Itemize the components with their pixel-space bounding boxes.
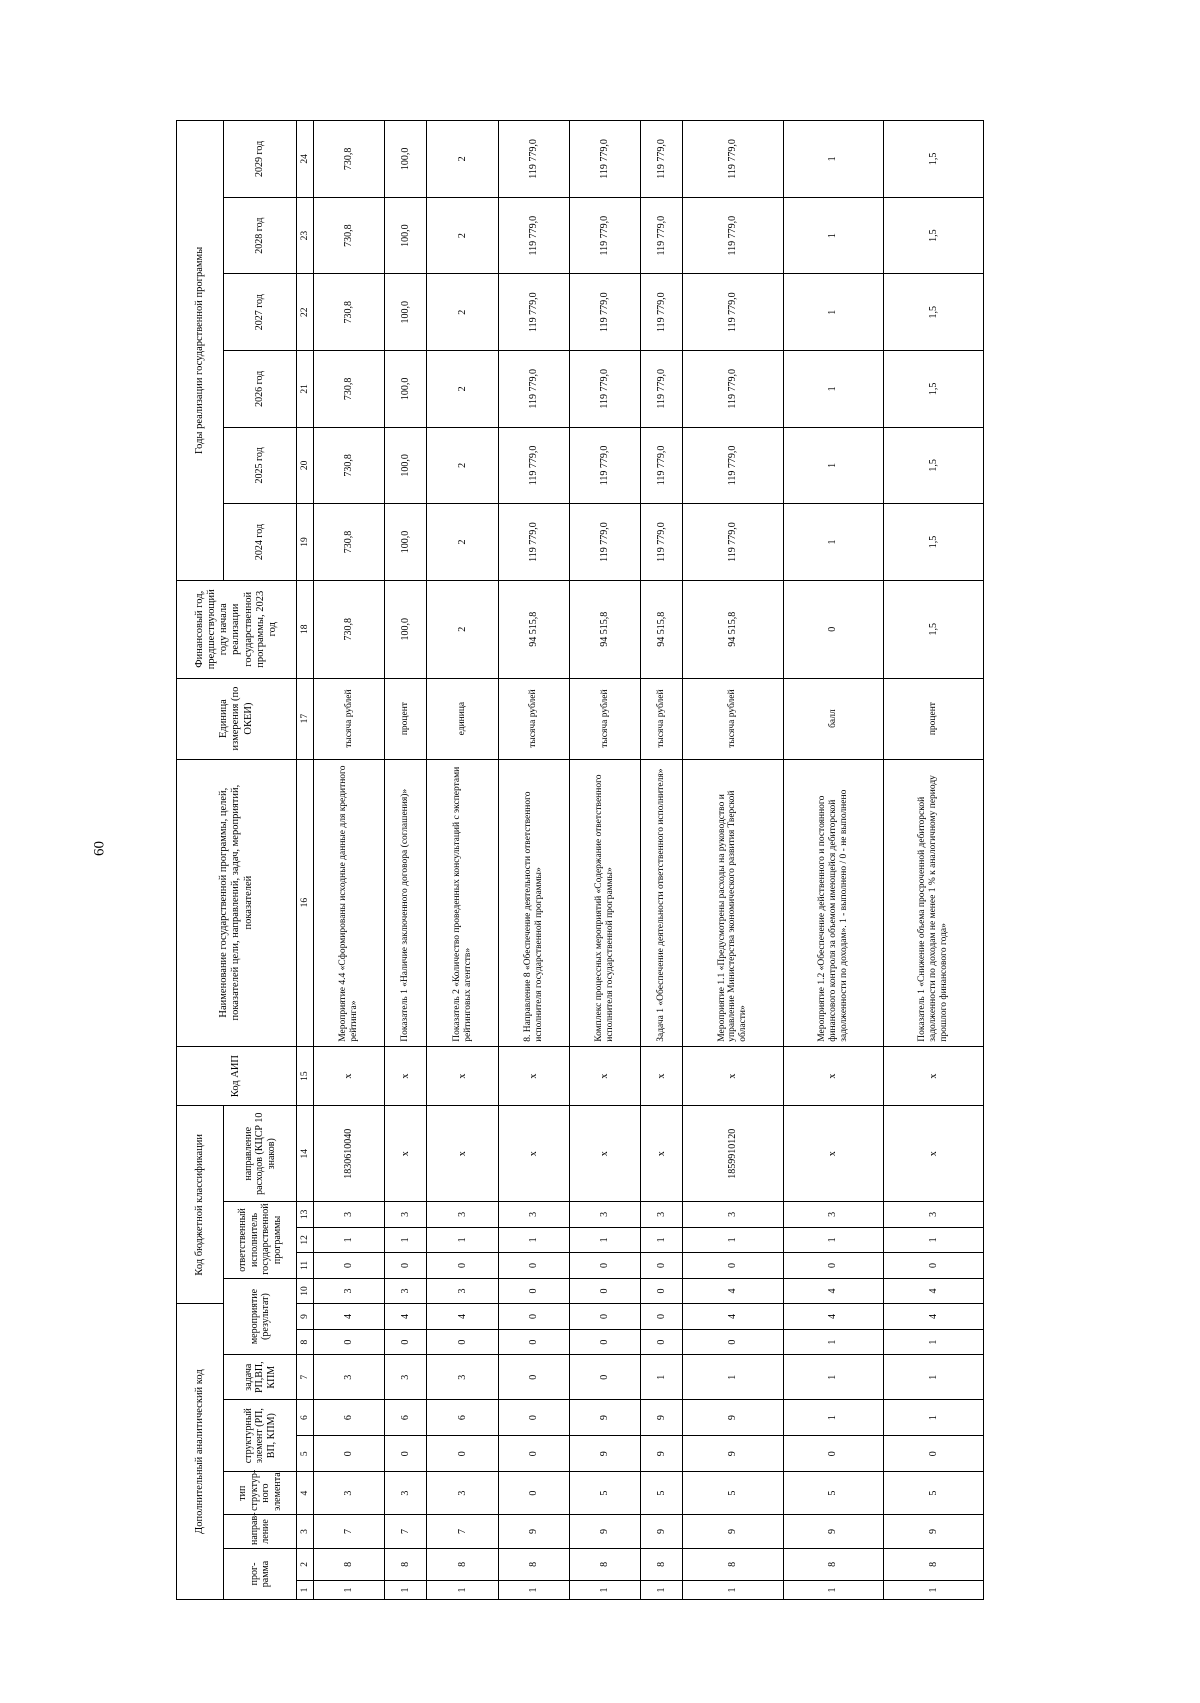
year-value-cell: 1,5: [883, 274, 983, 351]
code-cell: 0: [569, 1253, 640, 1279]
code-cell: 0: [641, 1329, 683, 1355]
aip-cell: x: [569, 1046, 640, 1106]
code-cell: 1: [883, 1400, 983, 1436]
code-cell: 0: [569, 1329, 640, 1355]
year-value-cell: 730,8: [314, 351, 385, 428]
header-expense-direction: направление расходов (КЦСР 10 знаков): [224, 1106, 297, 1202]
year-value-cell: 119 779,0: [569, 427, 640, 504]
code-cell: 1: [427, 1580, 498, 1599]
code-cell: 7: [385, 1514, 427, 1548]
unit-cell: тысяча рублей: [641, 678, 683, 759]
code-cell: 4: [883, 1304, 983, 1330]
year-value-cell: 100,0: [385, 121, 427, 198]
year-value-cell: 1: [783, 504, 883, 581]
header-activity: мероприятие (результат): [224, 1278, 297, 1355]
header-unit: Единица измерения (по ОКЕИ): [177, 678, 297, 759]
code-cell: 0: [883, 1253, 983, 1279]
year-value-cell: 119 779,0: [498, 351, 569, 428]
code-cell: 8: [641, 1548, 683, 1580]
column-number: 24: [297, 121, 314, 198]
code-cell: 0: [385, 1436, 427, 1472]
base-year-cell: 94 515,8: [641, 580, 683, 678]
year-value-cell: 730,8: [314, 121, 385, 198]
column-number: 13: [297, 1202, 314, 1228]
table-body: [314, 121, 984, 1600]
base-year-cell: 100,0: [385, 580, 427, 678]
column-number: 1: [297, 1580, 314, 1599]
code-cell: 6: [427, 1400, 498, 1436]
column-number: 16: [297, 759, 314, 1046]
code-cell: 0: [385, 1329, 427, 1355]
page-number: 60: [91, 841, 108, 856]
code-cell: 0: [498, 1436, 569, 1472]
base-year-cell: 94 515,8: [683, 580, 783, 678]
column-number: 11: [297, 1253, 314, 1279]
code-cell: 0: [783, 1436, 883, 1472]
year-value-cell: 730,8: [314, 274, 385, 351]
column-number: 15: [297, 1046, 314, 1106]
header-budget-code: Код бюджетной классификации: [177, 1106, 224, 1304]
year-value-cell: 119 779,0: [641, 274, 683, 351]
code-cell: 1: [641, 1580, 683, 1599]
year-value-cell: 119 779,0: [641, 427, 683, 504]
code-cell: 3: [314, 1472, 385, 1515]
code-cell: 1: [641, 1227, 683, 1253]
code-cell: 4: [783, 1278, 883, 1304]
aip-cell: x: [883, 1046, 983, 1106]
code-cell: 1: [683, 1580, 783, 1599]
table-row: [783, 121, 883, 1600]
year-value-cell: 2: [427, 121, 498, 198]
code-cell: 8: [883, 1548, 983, 1580]
code-cell: 9: [783, 1514, 883, 1548]
code-cell: 4: [314, 1304, 385, 1330]
year-value-cell: 1: [783, 121, 883, 198]
expense-direction-cell: x: [427, 1106, 498, 1202]
code-cell: 0: [683, 1253, 783, 1279]
name-cell: Мероприятие 4.4 «Сформированы исходные данные для кредитного рейтинга»: [314, 759, 385, 1046]
code-cell: 0: [641, 1253, 683, 1279]
header-base-year: Финансовый год, предшествующий году начала реализации государственной программы, 2023 год: [177, 580, 297, 678]
year-value-cell: 119 779,0: [641, 197, 683, 274]
column-number: 21: [297, 351, 314, 428]
code-cell: 1: [783, 1329, 883, 1355]
code-cell: 7: [427, 1514, 498, 1548]
header-year-2026: 2026 год: [224, 351, 297, 428]
code-cell: 9: [569, 1400, 640, 1436]
column-number: 2: [297, 1548, 314, 1580]
code-cell: 0: [498, 1400, 569, 1436]
unit-cell: тысяча рублей: [314, 678, 385, 759]
year-value-cell: 2: [427, 351, 498, 428]
code-cell: 3: [427, 1355, 498, 1400]
table-row: [883, 121, 983, 1600]
code-cell: 1: [783, 1227, 883, 1253]
year-value-cell: 1,5: [883, 427, 983, 504]
year-value-cell: 100,0: [385, 197, 427, 274]
year-value-cell: 1: [783, 427, 883, 504]
year-value-cell: 1,5: [883, 197, 983, 274]
year-value-cell: 119 779,0: [683, 121, 783, 198]
name-cell: Мероприятие 1.2 «Обеспечение действенного и постоянного финансового контроля за объемом имеющейся дебиторской задолженности по доходам». 1 - выполнено / 0 - не выполнено: [783, 759, 883, 1046]
column-number: 23: [297, 197, 314, 274]
code-cell: 5: [883, 1472, 983, 1515]
year-value-cell: 119 779,0: [498, 197, 569, 274]
expense-direction-cell: x: [385, 1106, 427, 1202]
name-cell: Мероприятие 1.1 «Предусмотрены расходы на руководство и управление Министерства экономического развития Тверской области»: [683, 759, 783, 1046]
table-row: [385, 121, 427, 1600]
code-cell: 3: [569, 1202, 640, 1228]
year-value-cell: 119 779,0: [683, 197, 783, 274]
year-value-cell: 1,5: [883, 351, 983, 428]
code-cell: 6: [385, 1400, 427, 1436]
expense-direction-cell: x: [783, 1106, 883, 1202]
aip-cell: x: [498, 1046, 569, 1106]
code-cell: 3: [427, 1202, 498, 1228]
code-cell: 1: [385, 1227, 427, 1253]
code-cell: 1: [683, 1355, 783, 1400]
name-cell: Комплекс процессных мероприятий «Содержание ответственного исполнителя государственной программы»: [569, 759, 640, 1046]
year-value-cell: 100,0: [385, 351, 427, 428]
code-cell: 1: [883, 1227, 983, 1253]
code-cell: 3: [385, 1355, 427, 1400]
year-value-cell: 119 779,0: [569, 504, 640, 581]
code-cell: 0: [498, 1472, 569, 1515]
year-value-cell: 119 779,0: [569, 351, 640, 428]
code-cell: 3: [314, 1355, 385, 1400]
name-cell: 8. Направление 8 «Обеспечение деятельности ответственного исполнителя государственной программы»: [498, 759, 569, 1046]
code-cell: 7: [314, 1514, 385, 1548]
code-cell: 1: [783, 1400, 883, 1436]
code-cell: 5: [683, 1472, 783, 1515]
unit-cell: балл: [783, 678, 883, 759]
name-cell: Задача 1 «Обеспечение деятельности ответственного исполнителя»: [641, 759, 683, 1046]
code-cell: 0: [683, 1329, 783, 1355]
year-value-cell: 100,0: [385, 504, 427, 581]
header-program: прог- рамма: [224, 1548, 297, 1599]
rotated-table-wrapper: [176, 120, 949, 1600]
year-value-cell: 2: [427, 197, 498, 274]
year-value-cell: 2: [427, 504, 498, 581]
header-direction: направ- ление: [224, 1514, 297, 1548]
aip-cell: x: [783, 1046, 883, 1106]
code-cell: 1: [427, 1227, 498, 1253]
code-cell: 1: [883, 1355, 983, 1400]
code-cell: 9: [683, 1436, 783, 1472]
year-value-cell: 1: [783, 274, 883, 351]
base-year-cell: 94 515,8: [569, 580, 640, 678]
name-cell: Показатель 2 «Количество проведенных консультаций с экспертами рейтинговых агентств»: [427, 759, 498, 1046]
code-cell: 9: [569, 1436, 640, 1472]
aip-cell: x: [641, 1046, 683, 1106]
code-cell: 9: [498, 1514, 569, 1548]
year-value-cell: 100,0: [385, 274, 427, 351]
header-struct-element: структурный элемент (РП, ВП, КПМ): [224, 1400, 297, 1472]
column-number: 6: [297, 1400, 314, 1436]
code-cell: 3: [683, 1202, 783, 1228]
year-value-cell: 2: [427, 274, 498, 351]
year-value-cell: 119 779,0: [498, 274, 569, 351]
name-cell: Показатель 1 «Наличие заключенного договора (соглашения)»: [385, 759, 427, 1046]
code-cell: 9: [641, 1436, 683, 1472]
code-cell: 4: [683, 1304, 783, 1330]
code-cell: 5: [641, 1472, 683, 1515]
column-number: 18: [297, 580, 314, 678]
year-value-cell: 119 779,0: [498, 504, 569, 581]
expense-direction-cell: x: [569, 1106, 640, 1202]
year-value-cell: 1: [783, 351, 883, 428]
code-cell: 0: [783, 1253, 883, 1279]
unit-cell: тысяча рублей: [683, 678, 783, 759]
year-value-cell: 730,8: [314, 504, 385, 581]
unit-cell: тысяча рублей: [498, 678, 569, 759]
table-row: [314, 121, 385, 1600]
column-number: 22: [297, 274, 314, 351]
column-number: 14: [297, 1106, 314, 1202]
year-value-cell: 2: [427, 427, 498, 504]
year-value-cell: 119 779,0: [498, 121, 569, 198]
base-year-cell: 2: [427, 580, 498, 678]
column-number: 19: [297, 504, 314, 581]
code-cell: 9: [683, 1400, 783, 1436]
code-cell: 8: [569, 1548, 640, 1580]
code-cell: 0: [569, 1278, 640, 1304]
code-cell: 1: [883, 1580, 983, 1599]
header-year-2029: 2029 год: [224, 121, 297, 198]
year-value-cell: 119 779,0: [569, 274, 640, 351]
code-cell: 0: [314, 1329, 385, 1355]
code-cell: 0: [498, 1253, 569, 1279]
aip-cell: x: [427, 1046, 498, 1106]
code-cell: 6: [314, 1400, 385, 1436]
code-cell: 1: [569, 1580, 640, 1599]
header-years-group: Годы реализации государственной программы: [177, 121, 224, 581]
unit-cell: процент: [385, 678, 427, 759]
code-cell: 0: [427, 1253, 498, 1279]
year-value-cell: 119 779,0: [683, 351, 783, 428]
year-value-cell: 1,5: [883, 504, 983, 581]
aip-cell: x: [385, 1046, 427, 1106]
aip-cell: x: [683, 1046, 783, 1106]
code-cell: 3: [314, 1278, 385, 1304]
name-cell: Показатель 1 «Снижение объема просроченной дебиторской задолженности по доходам не менее 1 % к аналогичному периоду прошлого финансового года»: [883, 759, 983, 1046]
code-cell: 4: [783, 1304, 883, 1330]
table-row: [498, 121, 569, 1600]
code-cell: 8: [314, 1548, 385, 1580]
code-cell: 1: [314, 1580, 385, 1599]
column-number: 3: [297, 1514, 314, 1548]
code-cell: 1: [314, 1227, 385, 1253]
code-cell: 0: [427, 1436, 498, 1472]
year-value-cell: 730,8: [314, 197, 385, 274]
year-value-cell: 100,0: [385, 427, 427, 504]
code-cell: 0: [314, 1436, 385, 1472]
code-cell: 1: [883, 1329, 983, 1355]
expense-direction-cell: 1859910120: [683, 1106, 783, 1202]
expense-direction-cell: x: [883, 1106, 983, 1202]
year-value-cell: 1: [783, 197, 883, 274]
code-cell: 3: [641, 1202, 683, 1228]
header-year-2027: 2027 год: [224, 274, 297, 351]
code-cell: 8: [683, 1548, 783, 1580]
year-value-cell: 119 779,0: [641, 504, 683, 581]
code-cell: 1: [641, 1355, 683, 1400]
code-cell: 3: [498, 1202, 569, 1228]
year-value-cell: 119 779,0: [683, 274, 783, 351]
base-year-cell: 94 515,8: [498, 580, 569, 678]
year-value-cell: 119 779,0: [683, 427, 783, 504]
code-cell: 1: [783, 1580, 883, 1599]
base-year-cell: 1,5: [883, 580, 983, 678]
header-additional-code: Дополнительный аналитический код: [177, 1304, 224, 1600]
unit-cell: единица: [427, 678, 498, 759]
table-row: [683, 121, 783, 1600]
code-cell: 0: [569, 1304, 640, 1330]
code-cell: 3: [314, 1202, 385, 1228]
code-cell: 5: [783, 1472, 883, 1515]
code-cell: 1: [385, 1580, 427, 1599]
code-cell: 4: [385, 1304, 427, 1330]
column-number: 10: [297, 1278, 314, 1304]
aip-cell: x: [314, 1046, 385, 1106]
code-cell: 3: [883, 1202, 983, 1228]
expense-direction-cell: x: [498, 1106, 569, 1202]
year-value-cell: 119 779,0: [498, 427, 569, 504]
table-row: [427, 121, 498, 1600]
code-cell: 4: [683, 1278, 783, 1304]
code-cell: 9: [641, 1514, 683, 1548]
code-cell: 3: [783, 1202, 883, 1228]
code-cell: 1: [683, 1227, 783, 1253]
code-cell: 0: [641, 1278, 683, 1304]
code-cell: 4: [883, 1278, 983, 1304]
program-indicators-table: [176, 120, 984, 1600]
year-value-cell: 119 779,0: [683, 504, 783, 581]
code-cell: 0: [385, 1253, 427, 1279]
column-number: 12: [297, 1227, 314, 1253]
header-aip-code: Код АИП: [177, 1046, 297, 1106]
code-cell: 0: [498, 1355, 569, 1400]
year-value-cell: 119 779,0: [641, 351, 683, 428]
code-cell: 3: [385, 1278, 427, 1304]
unit-cell: процент: [883, 678, 983, 759]
code-cell: 1: [498, 1580, 569, 1599]
code-cell: 0: [427, 1329, 498, 1355]
header-type: тип структур- ного элемента: [224, 1472, 297, 1515]
column-number-row: [297, 121, 314, 1600]
code-cell: 9: [883, 1514, 983, 1548]
code-cell: 0: [641, 1304, 683, 1330]
year-value-cell: 119 779,0: [641, 121, 683, 198]
code-cell: 0: [498, 1278, 569, 1304]
code-cell: 0: [498, 1304, 569, 1330]
code-cell: 8: [427, 1548, 498, 1580]
code-cell: 9: [683, 1514, 783, 1548]
header-year-2028: 2028 год: [224, 197, 297, 274]
expense-direction-cell: x: [641, 1106, 683, 1202]
code-cell: 3: [385, 1202, 427, 1228]
year-value-cell: 1,5: [883, 121, 983, 198]
code-cell: 9: [641, 1400, 683, 1436]
code-cell: 5: [569, 1472, 640, 1515]
code-cell: 0: [883, 1436, 983, 1472]
header-task: задача РП,ВП, КПМ: [224, 1355, 297, 1400]
header-year-2025: 2025 год: [224, 427, 297, 504]
code-cell: 8: [385, 1548, 427, 1580]
code-cell: 0: [498, 1329, 569, 1355]
header-year-2024: 2024 год: [224, 504, 297, 581]
base-year-cell: 0: [783, 580, 883, 678]
unit-cell: тысяча рублей: [569, 678, 640, 759]
code-cell: 9: [569, 1514, 640, 1548]
header-name: Наименование государственной программы, целей, показателей цели, направлений, задач, мероприятий, показателей: [177, 759, 297, 1046]
code-cell: 3: [385, 1472, 427, 1515]
code-cell: 1: [569, 1227, 640, 1253]
column-number: 9: [297, 1304, 314, 1330]
year-value-cell: 119 779,0: [569, 121, 640, 198]
table-row: [569, 121, 640, 1600]
column-number: 7: [297, 1355, 314, 1400]
base-year-cell: 730,8: [314, 580, 385, 678]
code-cell: 1: [783, 1355, 883, 1400]
code-cell: 8: [498, 1548, 569, 1580]
column-number: 5: [297, 1436, 314, 1472]
code-cell: 3: [427, 1278, 498, 1304]
code-cell: 4: [427, 1304, 498, 1330]
code-cell: 8: [783, 1548, 883, 1580]
code-cell: 0: [569, 1355, 640, 1400]
column-number: 8: [297, 1329, 314, 1355]
column-number: 4: [297, 1472, 314, 1515]
year-value-cell: 119 779,0: [569, 197, 640, 274]
code-cell: 0: [314, 1253, 385, 1279]
column-number: 17: [297, 678, 314, 759]
header-executor: ответственный исполнитель государственной программы: [224, 1202, 297, 1279]
year-value-cell: 730,8: [314, 427, 385, 504]
expense-direction-cell: 1830610040: [314, 1106, 385, 1202]
column-number: 20: [297, 427, 314, 504]
code-cell: 1: [498, 1227, 569, 1253]
code-cell: 3: [427, 1472, 498, 1515]
table-row: [641, 121, 683, 1600]
